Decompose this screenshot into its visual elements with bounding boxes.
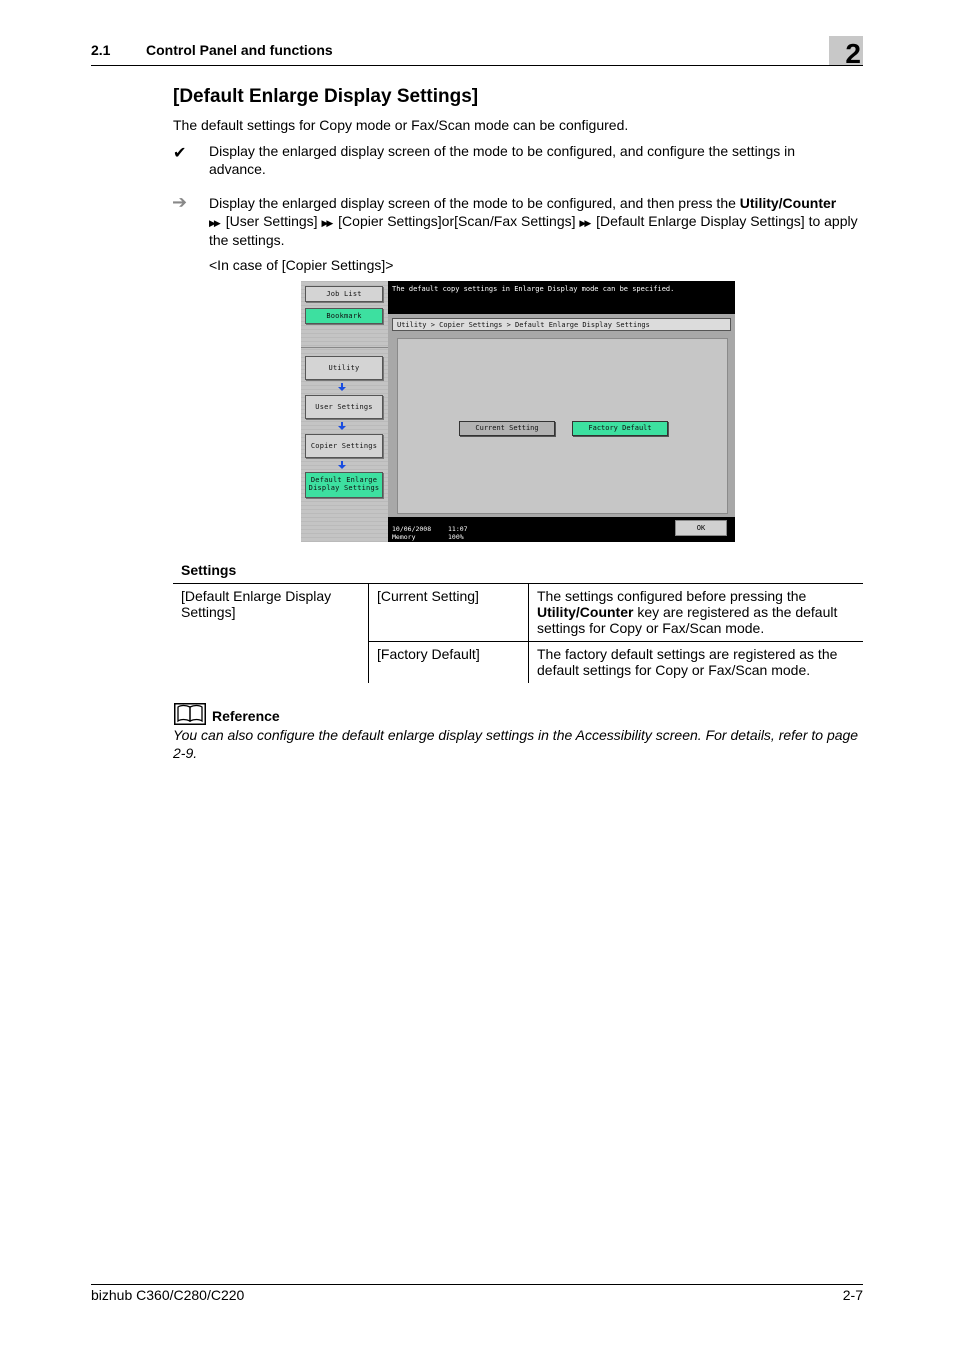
book-icon <box>174 703 206 730</box>
reference-text: You can also configure the default enlarge display settings in the Accessibility screen. For details, refer to page 2-9. <box>173 727 859 761</box>
settings-heading: Settings <box>181 562 237 578</box>
table-cell <box>529 584 864 642</box>
button-label-line1: Default Enlarge <box>310 476 378 484</box>
double-arrow-icon: ▶▶ <box>321 217 332 228</box>
step-part3: [Copier Settings]or[Scan/Fax Settings] <box>334 212 580 229</box>
step-text <box>209 195 863 250</box>
settings-area <box>397 338 728 514</box>
status-bar <box>388 517 735 542</box>
case-label: <In case of [Copier Settings]> <box>209 257 394 273</box>
table-cell: The factory default settings are registered as the default settings for Copy or Fax/Scan mode. <box>529 642 864 684</box>
section-number: 2.1 <box>91 42 111 58</box>
factory-default-button[interactable]: Factory Default <box>572 421 668 436</box>
chapter-number: 2 <box>845 38 861 69</box>
cell-text: key are registered as the default settings for Copy or Fax/Scan mode. <box>537 604 838 636</box>
chapter-tab <box>829 36 863 69</box>
divider <box>301 347 388 348</box>
settings-table <box>173 583 863 683</box>
check-icon: ✔ <box>173 145 187 162</box>
status-memory-value: 100% <box>448 533 464 541</box>
status-date: 10/06/2008 <box>392 525 432 533</box>
ok-button[interactable]: OK <box>675 520 727 536</box>
table-cell: [Factory Default] <box>369 642 529 684</box>
bookmark-button[interactable]: Bookmark <box>305 308 383 324</box>
header-rule <box>91 65 863 66</box>
utility-button[interactable]: Utility <box>305 356 383 380</box>
step-part1: Display the enlarged display screen of the mode to be configured, and then press the <box>209 195 740 211</box>
control-panel-screen <box>301 281 735 542</box>
page-title: [Default Enlarge Display Settings] <box>173 86 479 107</box>
bullet-text: Display the enlarged display screen of the mode to be configured, and configure the settings in advance. <box>209 143 796 177</box>
double-arrow-icon: ▶▶ <box>579 217 590 228</box>
table-cell: [Default Enlarge Display Settings] <box>173 584 369 684</box>
table-row <box>173 584 863 642</box>
screen-message: The default copy settings in Enlarge Display mode can be specified. <box>388 281 735 314</box>
table-cell: [Current Setting] <box>369 584 529 642</box>
default-enlarge-display-settings-button[interactable] <box>305 472 383 498</box>
job-list-button[interactable]: Job List <box>305 286 383 302</box>
footer-rule <box>91 1284 863 1285</box>
main-panel <box>388 314 735 517</box>
breadcrumb: Utility > Copier Settings > Default Enlarge Display Settings <box>392 318 731 331</box>
arrow-right-icon: ➔ <box>172 192 188 212</box>
intro-text: The default settings for Copy mode or Fax/Scan mode can be configured. <box>173 117 629 133</box>
status-time: 11:07 <box>448 525 468 533</box>
section-title: Control Panel and functions <box>146 42 333 58</box>
step-part2: [User Settings] <box>221 212 322 229</box>
double-arrow-icon: ▶▶ <box>209 217 219 228</box>
reference-heading: Reference <box>212 708 280 724</box>
step-part4: [Default Enlarge Display Settings] to apply the settings. <box>209 212 858 248</box>
footer-model: bizhub C360/C280/C220 <box>91 1287 245 1303</box>
copier-settings-button[interactable]: Copier Settings <box>305 434 383 458</box>
left-panel <box>301 281 388 542</box>
user-settings-button[interactable]: User Settings <box>305 395 383 419</box>
current-setting-button[interactable]: Current Setting <box>459 421 555 436</box>
cell-text: The settings configured before pressing the <box>537 588 807 604</box>
status-memory-label: Memory <box>392 533 416 541</box>
step-key: Utility/Counter <box>739 195 837 211</box>
footer-page-number: 2-7 <box>842 1287 863 1303</box>
button-label-line2: Display Settings <box>308 484 380 492</box>
cell-key: Utility/Counter <box>537 604 634 620</box>
